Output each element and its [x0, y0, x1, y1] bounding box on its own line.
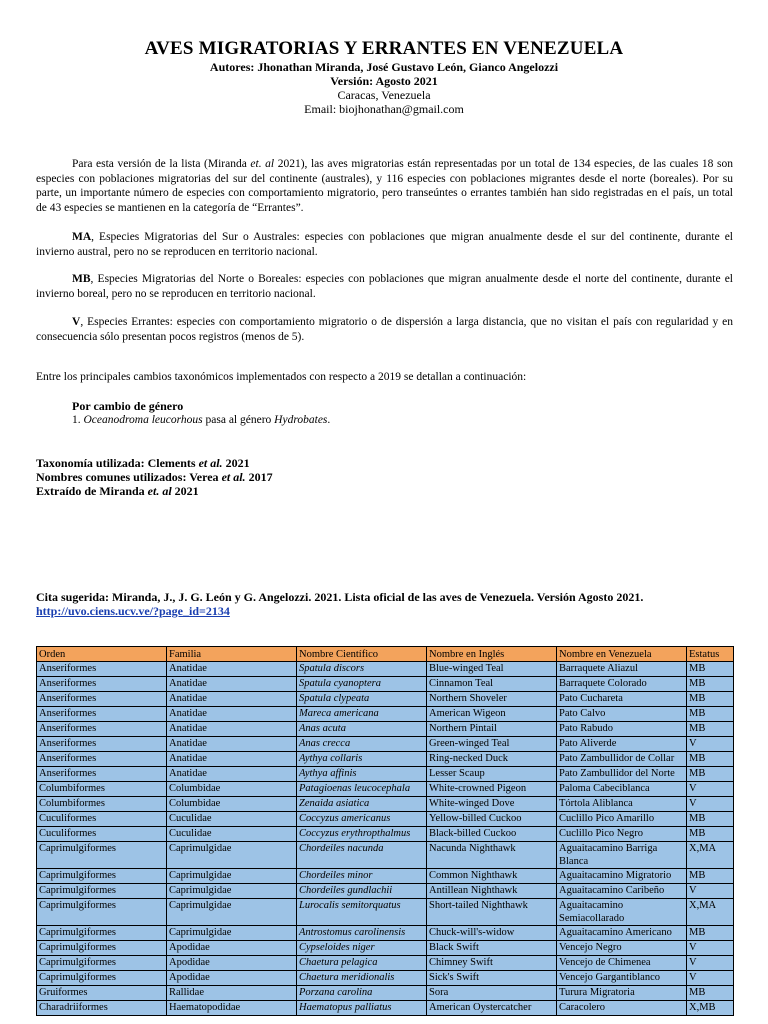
table-row	[37, 812, 734, 827]
cell-orden: Cuculiformes	[37, 812, 167, 827]
cell-nombre-cientifico: Aythya affinis	[297, 767, 427, 782]
cell-nombre-venezuela: Pato Cuchareta	[557, 692, 687, 707]
cell-nombre-ingles: Chuck-will's-widow	[427, 926, 557, 941]
changes-intro: Entre los principales cambios taxonómicos implementados con respecto a 2019 se detallan a continuación:	[36, 371, 527, 383]
cell-nombre-venezuela: Paloma Cabeciblanca	[557, 782, 687, 797]
cell-nombre-venezuela: Barraquete Colorado	[557, 677, 687, 692]
cell-nombre-cientifico: Chordeiles gundlachii	[297, 884, 427, 899]
cell-familia: Cuculidae	[167, 812, 297, 827]
cell-nombre-ingles: Black-billed Cuckoo	[427, 827, 557, 842]
table-row	[37, 692, 734, 707]
cell-nombre-ingles: Lesser Scaup	[427, 767, 557, 782]
cell-orden: Anseriformes	[37, 677, 167, 692]
cell-estatus: MB	[687, 827, 734, 842]
cell-nombre-venezuela: Cuclillo Pico Amarillo	[557, 812, 687, 827]
cell-orden: Caprimulgiformes	[37, 884, 167, 899]
cell-nombre-cientifico: Chordeiles nacunda	[297, 842, 427, 869]
cell-estatus: MB	[687, 986, 734, 1001]
table-row	[37, 722, 734, 737]
common-names-etal: et al.	[221, 470, 246, 484]
cell-orden: Caprimulgiformes	[37, 971, 167, 986]
cell-estatus: X,MB	[687, 1001, 734, 1016]
cell-familia: Caprimulgidae	[167, 926, 297, 941]
intro-text-a: Para esta versión de la lista (Miranda	[72, 158, 251, 170]
cell-nombre-venezuela: Cuclillo Pico Negro	[557, 827, 687, 842]
cell-estatus: MB	[687, 752, 734, 767]
cell-estatus: X,MA	[687, 842, 734, 869]
cell-orden: Cuculiformes	[37, 827, 167, 842]
cell-estatus: MB	[687, 926, 734, 941]
header-nombre-ingles: Nombre en Inglés	[427, 647, 557, 662]
cell-orden: Anseriformes	[37, 752, 167, 767]
cell-nombre-venezuela: Aguaitacamino Americano	[557, 926, 687, 941]
document-title: AVES MIGRATORIAS Y ERRANTES EN VENEZUELA	[144, 38, 624, 59]
cell-nombre-cientifico: Antrostomus carolinensis	[297, 926, 427, 941]
extracted-year: 2021	[171, 484, 199, 498]
cell-estatus: MB	[687, 869, 734, 884]
cell-nombre-venezuela: Barraquete Aliazul	[557, 662, 687, 677]
location-line: Caracas, Venezuela	[337, 88, 431, 102]
cell-nombre-ingles: Cinnamon Teal	[427, 677, 557, 692]
cell-estatus: MB	[687, 662, 734, 677]
cell-nombre-ingles: Antillean Nighthawk	[427, 884, 557, 899]
cell-orden: Gruiformes	[37, 986, 167, 1001]
species-table	[36, 646, 734, 1016]
genus-item-end: .	[327, 414, 331, 426]
table-row	[37, 707, 734, 722]
cell-orden: Anseriformes	[37, 737, 167, 752]
cell-familia: Anatidae	[167, 722, 297, 737]
table-row	[37, 926, 734, 941]
cell-nombre-cientifico: Porzana carolina	[297, 986, 427, 1001]
cell-familia: Caprimulgidae	[167, 884, 297, 899]
table-row	[37, 899, 734, 926]
ma-definition	[36, 230, 733, 259]
cell-familia: Anatidae	[167, 737, 297, 752]
cell-orden: Caprimulgiformes	[37, 956, 167, 971]
cell-estatus: MB	[687, 722, 734, 737]
cell-nombre-venezuela: Pato Calvo	[557, 707, 687, 722]
cell-familia: Haematopodidae	[167, 1001, 297, 1016]
table-row	[37, 941, 734, 956]
cell-familia: Anatidae	[167, 767, 297, 782]
cell-orden: Caprimulgiformes	[37, 941, 167, 956]
cell-estatus: MB	[687, 692, 734, 707]
table-header-row	[37, 647, 734, 662]
mb-code: MB	[72, 273, 91, 285]
cell-nombre-venezuela: Pato Zambullidor de Collar	[557, 752, 687, 767]
cell-nombre-ingles: Chimney Swift	[427, 956, 557, 971]
cell-orden: Caprimulgiformes	[37, 926, 167, 941]
common-names-year: 2017	[245, 470, 273, 484]
ma-text: , Especies Migratorias del Sur o Australes: especies con poblaciones que migran anualmente desde el sur del continente, durante el invierno austral, pero no se reproducen en territorio nacional.	[36, 231, 733, 258]
taxonomy-year: 2021	[222, 456, 250, 470]
cell-nombre-venezuela: Aguaitacamino Migratorio	[557, 869, 687, 884]
table-row	[37, 956, 734, 971]
cell-familia: Anatidae	[167, 707, 297, 722]
table-row	[37, 797, 734, 812]
email-line: Email: biojhonathan@gmail.com	[304, 102, 464, 116]
cell-nombre-cientifico: Cypseloides niger	[297, 941, 427, 956]
cell-nombre-ingles: White-winged Dove	[427, 797, 557, 812]
cell-orden: Anseriformes	[37, 662, 167, 677]
ma-code: MA	[72, 231, 92, 243]
genus-change-heading: Por cambio de género	[72, 399, 184, 413]
header-nombre-venezuela: Nombre en Venezuela	[557, 647, 687, 662]
cell-familia: Caprimulgidae	[167, 842, 297, 869]
table-row	[37, 971, 734, 986]
cell-orden: Caprimulgiformes	[37, 842, 167, 869]
cell-nombre-ingles: Ring-necked Duck	[427, 752, 557, 767]
cell-nombre-cientifico: Spatula cyanoptera	[297, 677, 427, 692]
cell-familia: Caprimulgidae	[167, 899, 297, 926]
cell-familia: Cuculidae	[167, 827, 297, 842]
table-row	[37, 737, 734, 752]
cell-nombre-ingles: Black Swift	[427, 941, 557, 956]
cell-nombre-venezuela: Pato Rabudo	[557, 722, 687, 737]
table-row	[37, 842, 734, 869]
cell-nombre-ingles: Sora	[427, 986, 557, 1001]
header-estatus: Estatus	[687, 647, 734, 662]
intro-etal: et. al	[250, 158, 275, 170]
authors-line: Autores: Jhonathan Miranda, José Gustavo León, Gianco Angelozzi	[209, 60, 559, 74]
cell-nombre-venezuela: Caracolero	[557, 1001, 687, 1016]
cell-orden: Columbiformes	[37, 797, 167, 812]
table-row	[37, 662, 734, 677]
cell-nombre-cientifico: Chordeiles minor	[297, 869, 427, 884]
header-orden: Orden	[37, 647, 167, 662]
cell-nombre-ingles: Green-winged Teal	[427, 737, 557, 752]
cell-nombre-cientifico: Coccyzus erythropthalmus	[297, 827, 427, 842]
common-names-source	[36, 470, 273, 485]
cell-nombre-cientifico: Spatula clypeata	[297, 692, 427, 707]
extracted-text: Extraído de Miranda	[36, 484, 148, 498]
cell-nombre-cientifico: Coccyzus americanus	[297, 812, 427, 827]
taxonomy-text: Taxonomía utilizada: Clements	[36, 456, 199, 470]
cell-orden: Charadriiformes	[37, 1001, 167, 1016]
genus-item-text: pasa al género	[202, 414, 275, 426]
cell-estatus: MB	[687, 677, 734, 692]
cell-nombre-cientifico: Chaetura meridionalis	[297, 971, 427, 986]
cell-nombre-ingles: Nacunda Nighthawk	[427, 842, 557, 869]
taxonomy-etal: et al.	[198, 456, 223, 470]
table-row	[37, 986, 734, 1001]
cell-orden: Caprimulgiformes	[37, 869, 167, 884]
genus-change-item	[72, 414, 330, 426]
cell-estatus: MB	[687, 707, 734, 722]
cell-estatus: V	[687, 941, 734, 956]
cell-nombre-venezuela: Aguaitacamino Semiacollarado	[557, 899, 687, 926]
genus-old-species: Oceanodroma leucorhous	[83, 414, 203, 426]
cell-estatus: MB	[687, 812, 734, 827]
table-row	[37, 752, 734, 767]
table-row	[37, 827, 734, 842]
cell-orden: Anseriformes	[37, 767, 167, 782]
cell-familia: Anatidae	[167, 662, 297, 677]
cell-nombre-venezuela: Vencejo Gargantiblanco	[557, 971, 687, 986]
intro-paragraph	[36, 157, 733, 215]
citation-link[interactable]: http://uvo.ciens.ucv.ve/?page_id=2134	[36, 604, 230, 618]
cell-nombre-cientifico: Zenaida asiatica	[297, 797, 427, 812]
genus-item-number: 1.	[72, 414, 84, 426]
taxonomy-source	[36, 456, 250, 471]
cell-nombre-cientifico: Chaetura pelagica	[297, 956, 427, 971]
cell-orden: Columbiformes	[37, 782, 167, 797]
v-definition	[36, 315, 733, 344]
version-line: Versión: Agosto 2021	[330, 74, 438, 88]
v-text: , Especies Errantes: especies con comportamiento migratorio o de dispersión a larga distancia, que no visitan el país con regularidad y en consecuencia sólo presentan pocos registros (menos de 5).	[36, 316, 733, 343]
mb-text: , Especies Migratorias del Norte o Boreales: especies con poblaciones que migran anualmente desde el norte del continente, durante el invierno boreal, pero no se reproducen en territorio nacional.	[36, 273, 733, 300]
cell-familia: Columbidae	[167, 782, 297, 797]
cell-nombre-ingles: American Wigeon	[427, 707, 557, 722]
cell-nombre-ingles: Northern Shoveler	[427, 692, 557, 707]
cell-orden: Anseriformes	[37, 722, 167, 737]
extracted-etal: et. al	[147, 484, 172, 498]
cell-nombre-ingles: Northern Pintail	[427, 722, 557, 737]
cell-nombre-cientifico: Aythya collaris	[297, 752, 427, 767]
cell-familia: Caprimulgidae	[167, 869, 297, 884]
cell-nombre-venezuela: Turura Migratoria	[557, 986, 687, 1001]
cell-familia: Apodidae	[167, 956, 297, 971]
cell-orden: Caprimulgiformes	[37, 899, 167, 926]
cell-nombre-venezuela: Tórtola Aliblanca	[557, 797, 687, 812]
cell-estatus: MB	[687, 767, 734, 782]
cell-nombre-venezuela: Pato Zambullidor del Norte	[557, 767, 687, 782]
cell-nombre-cientifico: Haematopus palliatus	[297, 1001, 427, 1016]
cell-nombre-venezuela: Vencejo de Chimenea	[557, 956, 687, 971]
suggested-citation: Cita sugerida: Miranda, J., J. G. León y G. Angelozzi. 2021. Lista oficial de las aves de Venezuela. Versión Agosto 2021.	[36, 590, 644, 604]
table-row	[37, 869, 734, 884]
v-code: V	[72, 316, 81, 328]
cell-nombre-cientifico: Anas crecca	[297, 737, 427, 752]
cell-familia: Rallidae	[167, 986, 297, 1001]
table-row	[37, 677, 734, 692]
cell-estatus: V	[687, 971, 734, 986]
table-row	[37, 1001, 734, 1016]
cell-estatus: V	[687, 782, 734, 797]
cell-nombre-ingles: White-crowned Pigeon	[427, 782, 557, 797]
cell-nombre-cientifico: Patagioenas leucocephala	[297, 782, 427, 797]
cell-nombre-cientifico: Mareca americana	[297, 707, 427, 722]
cell-nombre-ingles: Sick's Swift	[427, 971, 557, 986]
cell-familia: Apodidae	[167, 971, 297, 986]
cell-familia: Anatidae	[167, 677, 297, 692]
cell-estatus: V	[687, 884, 734, 899]
cell-familia: Anatidae	[167, 692, 297, 707]
species-table-body	[37, 662, 734, 1016]
cell-familia: Apodidae	[167, 941, 297, 956]
cell-orden: Anseriformes	[37, 692, 167, 707]
cell-nombre-cientifico: Spatula discors	[297, 662, 427, 677]
cell-estatus: V	[687, 956, 734, 971]
cell-nombre-ingles: Yellow-billed Cuckoo	[427, 812, 557, 827]
cell-nombre-venezuela: Pato Aliverde	[557, 737, 687, 752]
genus-new-genus: Hydrobates	[274, 414, 328, 426]
cell-nombre-venezuela: Vencejo Negro	[557, 941, 687, 956]
table-row	[37, 767, 734, 782]
cell-nombre-cientifico: Lurocalis semitorquatus	[297, 899, 427, 926]
cell-familia: Anatidae	[167, 752, 297, 767]
cell-nombre-ingles: Blue-winged Teal	[427, 662, 557, 677]
cell-nombre-cientifico: Anas acuta	[297, 722, 427, 737]
cell-nombre-ingles: Short-tailed Nighthawk	[427, 899, 557, 926]
cell-estatus: V	[687, 797, 734, 812]
cell-nombre-venezuela: Aguaitacamino Barriga Blanca	[557, 842, 687, 869]
mb-definition	[36, 272, 733, 301]
cell-nombre-ingles: Common Nighthawk	[427, 869, 557, 884]
extracted-source	[36, 484, 199, 499]
cell-orden: Anseriformes	[37, 707, 167, 722]
common-names-text: Nombres comunes utilizados: Verea	[36, 470, 222, 484]
cell-nombre-venezuela: Aguaitacamino Caribeño	[557, 884, 687, 899]
table-row	[37, 782, 734, 797]
cell-nombre-ingles: American Oystercatcher	[427, 1001, 557, 1016]
cell-familia: Columbidae	[167, 797, 297, 812]
header-familia: Familia	[167, 647, 297, 662]
cell-estatus: X,MA	[687, 899, 734, 926]
header-nombre-cientifico: Nombre Científico	[297, 647, 427, 662]
cell-estatus: V	[687, 737, 734, 752]
intro-text-b: 2021), las aves migratorias están representadas por un total de 134 especies, de las cuales 18 son especies con poblaciones migratorias del sur del continente (australes), y 116 especies con poblaciones migrantes desde el norte (boreales). Por su parte, un importante número de especies con comportamiento migratorio, pero transeúntes o errantes también han sido registradas en el país, un total de 43 especies se mantienen en la categoría de “Errantes”.	[36, 158, 733, 214]
table-row	[37, 884, 734, 899]
